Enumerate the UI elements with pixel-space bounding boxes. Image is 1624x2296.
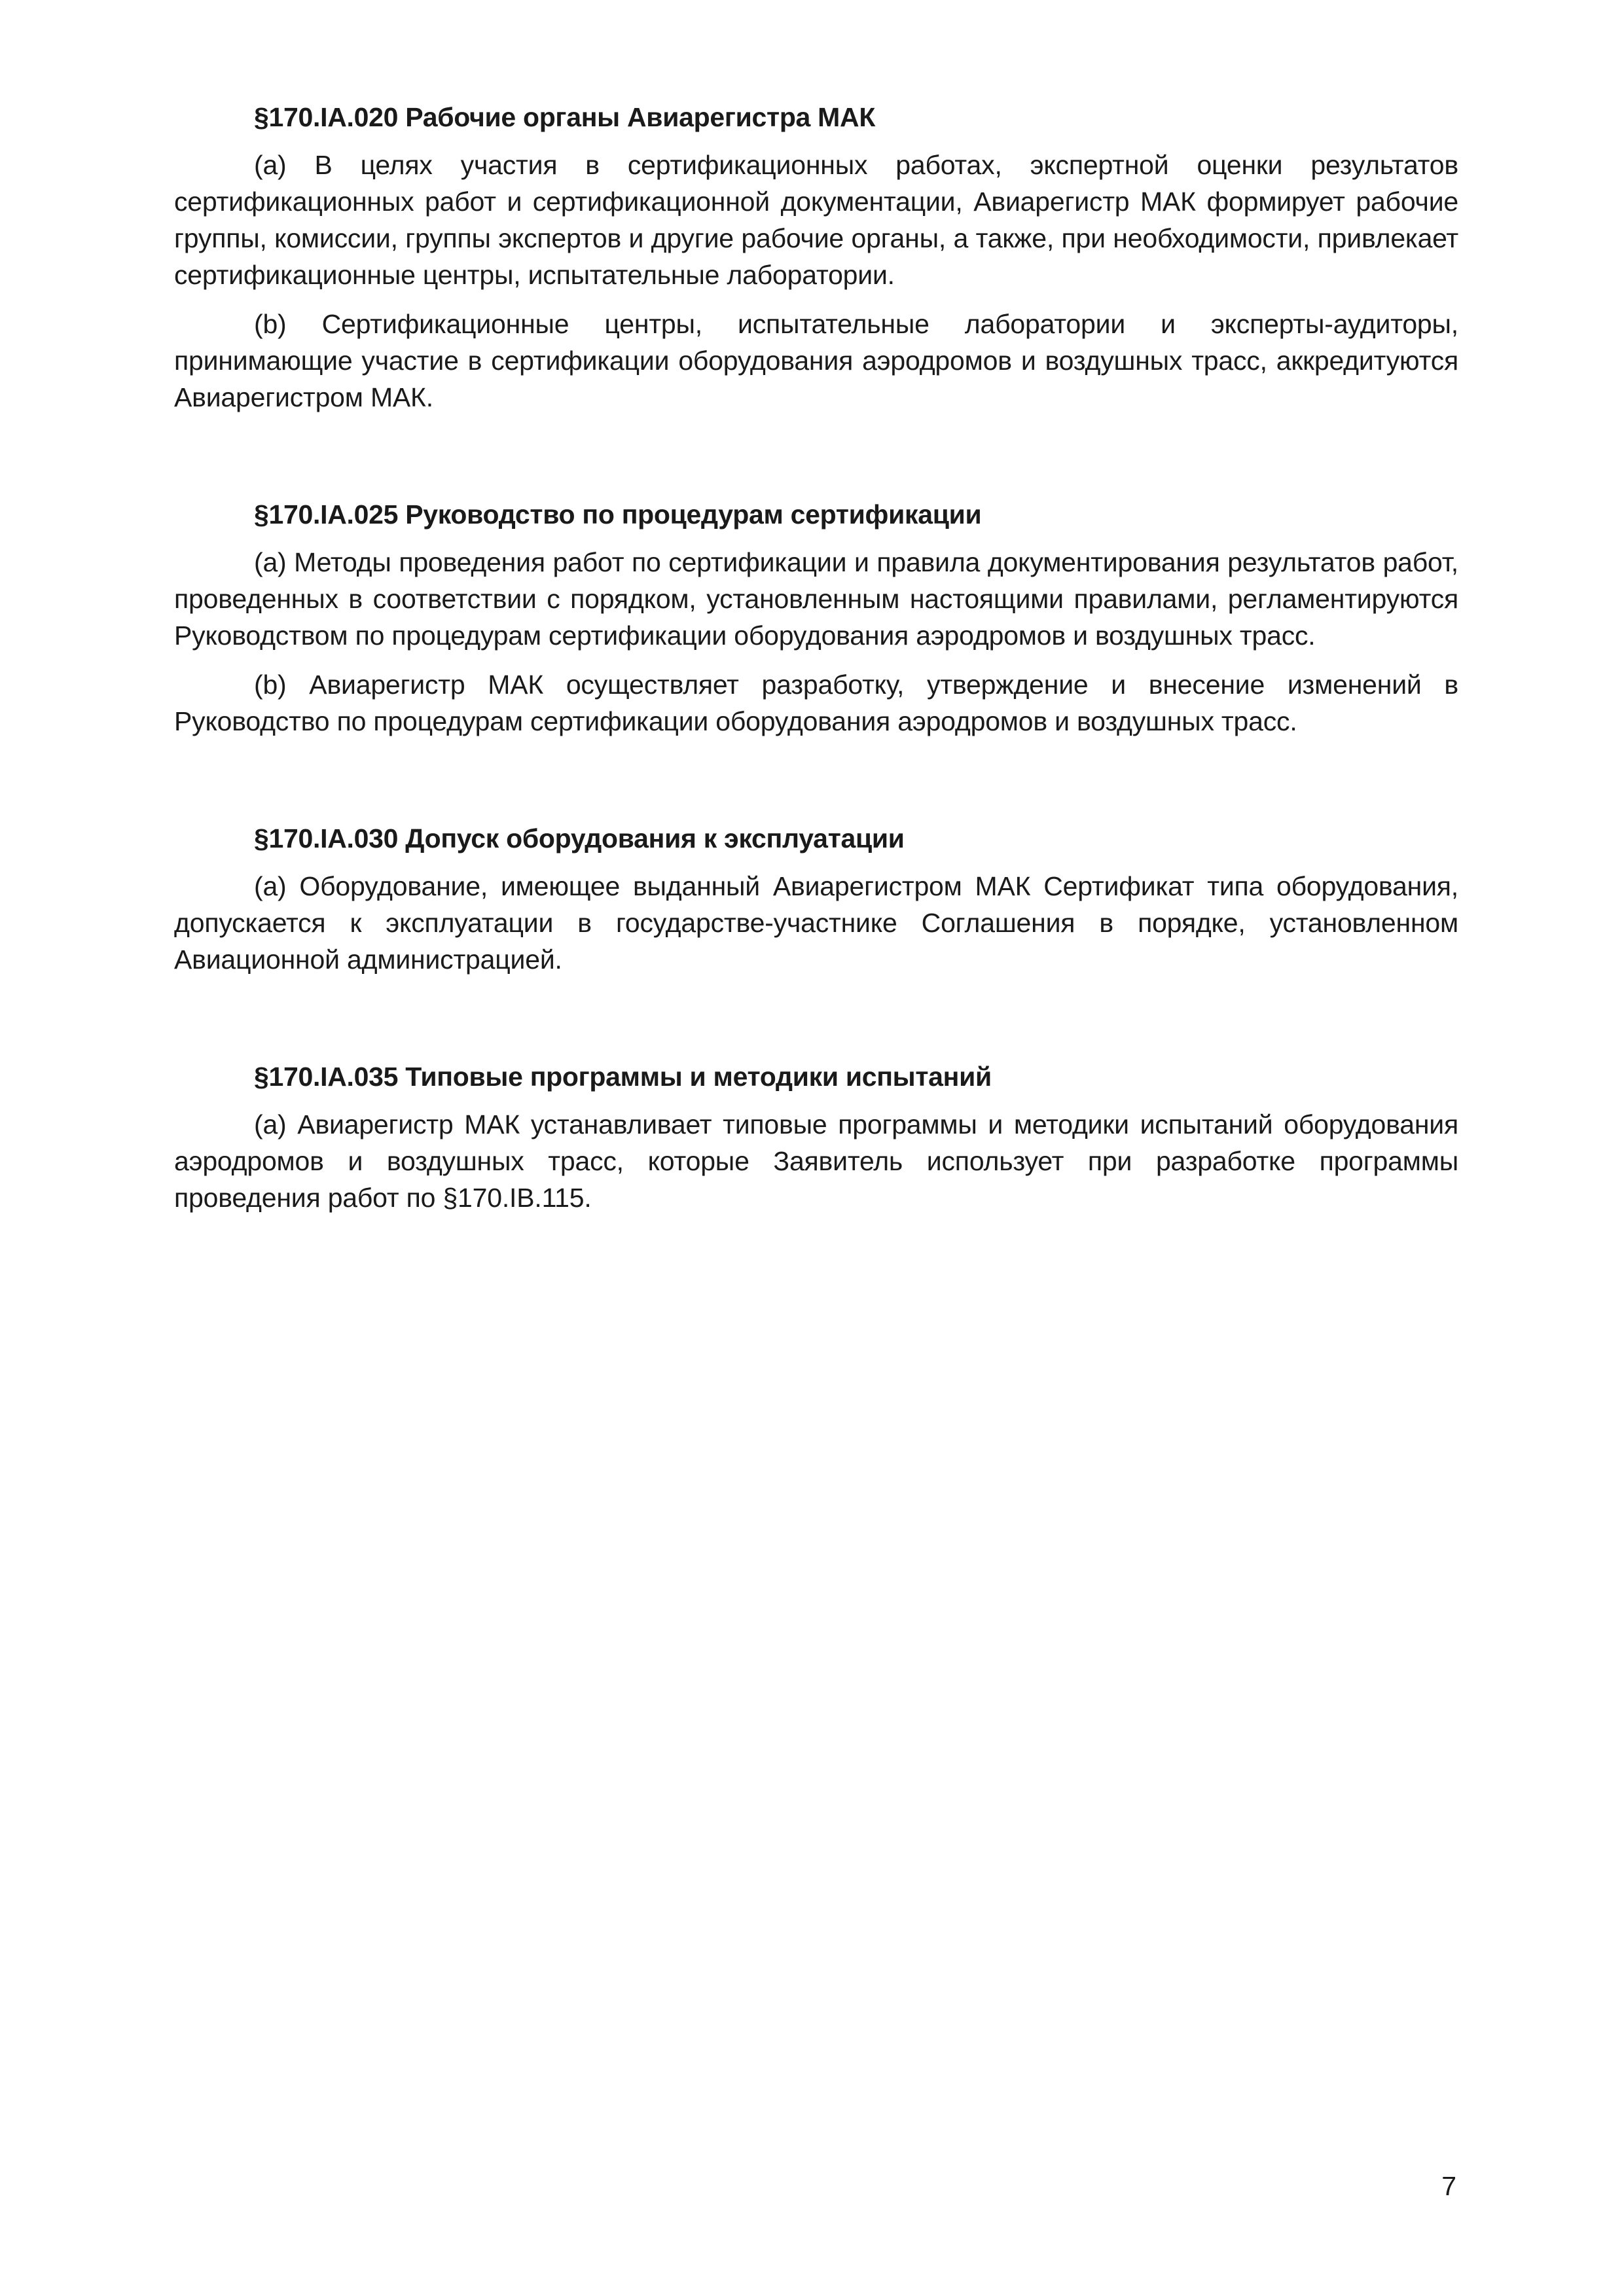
section-heading: §170.IA.025 Руководство по процедурам сертификации: [254, 499, 982, 529]
section-heading: §170.IA.035 Типовые программы и методики испытаний: [254, 1062, 992, 1092]
section-paragraph: (b) Авиарегистр МАК осуществляет разработку, утверждение и внесение изменений в Руководство по процедурам сертификации оборудования аэродромов и воздушных трасс.: [174, 670, 1458, 736]
section-paragraph: (a) Авиарегистр МАК устанавливает типовые программы и методики испытаний оборудования аэродромов и воздушных трасс, которые Заявитель использует при разработке программы проведения работ по §170.IB.115.: [174, 1109, 1458, 1213]
section-170-ia-025: [174, 495, 1458, 740]
section-heading: §170.IA.030 Допуск оборудования к эксплуатации: [254, 823, 905, 853]
section-170-ia-020: [174, 98, 1458, 416]
section-paragraph: (a) В целях участия в сертификационных работах, экспертной оценки результатов сертификационных работ и сертификационной документации, Авиарегистр МАК формирует рабочие группы, комиссии, группы экспертов и другие рабочие органы, а также, при необходимости, привлекает сертификационные центры, испытательные лаборатории.: [174, 150, 1458, 290]
section-paragraph: (a) Методы проведения работ по сертификации и правила документирования результатов работ, проведенных в соответствии с порядком, установленным настоящими правилами, регламентируются Руководством по процедурам сертификации оборудования аэродромов и воздушных трасс.: [174, 547, 1458, 651]
document-body: [174, 98, 1458, 1216]
section-paragraph: (a) Оборудование, имеющее выданный Авиарегистром МАК Сертификат типа оборудования, допускается к эксплуатации в государстве-участнике Соглашения в порядке, установленном Авиационной администрацией.: [174, 871, 1458, 975]
section-170-ia-035: [174, 1058, 1458, 1216]
section-170-ia-030: [174, 819, 1458, 978]
section-heading: §170.IA.020 Рабочие органы Авиарегистра МАК: [254, 102, 876, 132]
section-paragraph: (b) Сертификационные центры, испытательные лаборатории и эксперты-аудиторы, принимающие участие в сертификации оборудования аэродромов и воздушных трасс, аккредитуются Авиарегистром МАК.: [174, 309, 1458, 412]
page-number: 7: [1441, 2171, 1456, 2201]
